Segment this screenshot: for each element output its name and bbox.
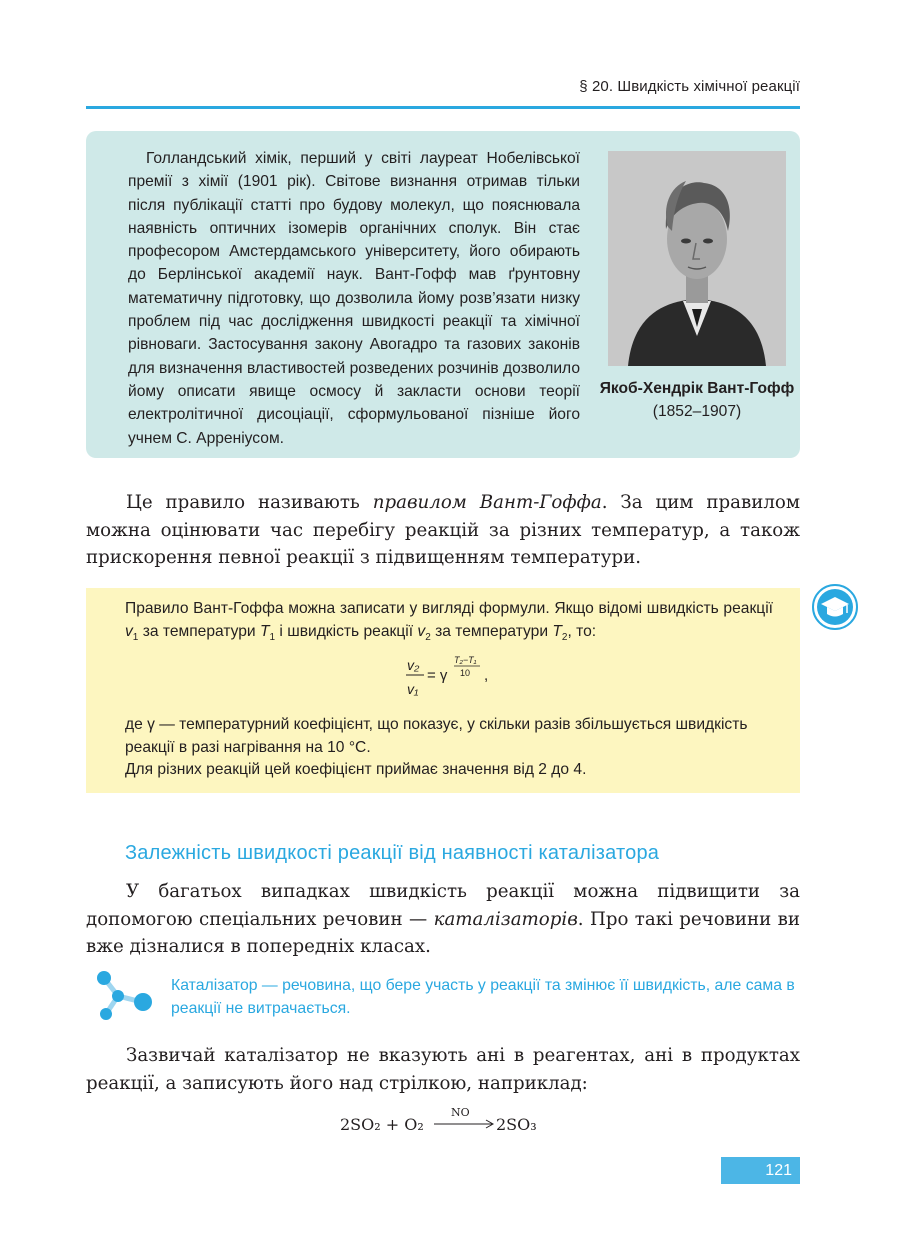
catalyst-definition: Каталізатор — речовина, що бере участь у реакції та змінює її швидкість, але сама в реакції не витрачається.	[171, 977, 795, 1017]
biography-box	[86, 131, 800, 458]
caption-years: (1852–1907)	[652, 403, 742, 420]
paragraph-catalyst-notation: Зазвичай каталізатор не вказують ані в реагентах, ані в продуктах реакції, а записують його над стрілкою, наприклад:	[86, 1045, 800, 1094]
section-heading: Залежність швидкості реакції від наявності каталізатора	[125, 842, 660, 864]
biography-text: Голландський хімік, перший у світі лауреат Нобелівської премії з хімії (1901 рік). Світове визнання отримав тільки після публікації статті про будову молекул, що пояснювала наявність оптичних ізомерів органічних сполук. Він стає професором Амстердамського університету, його обирають до Берлінської академії наук. Вант-Гофф мав ґрунтовну математичну підготовку, що дозволила йому розв’язати низку проблем під час дослідження швидкості реакції та хімічної рівноваги. Застосування закону Авогадро та газових законів для визначення властивостей розведених розчинів дозволило йому описати явище осмосу й закласти основи теорії електролітичної дисоціації, сформульованої пізніше його учнем С. Арреніусом.	[128, 150, 580, 447]
formula-exponent-numerator: T₂−T₁	[454, 655, 477, 665]
formula-intro: Правило Вант-Гоффа можна записати у вигляді формули. Якщо відомі швидкість реакції $v_1$ за температури $T_1$ і швидкість реакції $v_2$ за температури $T_2$, то:	[125, 600, 773, 643]
portrait-image	[608, 151, 786, 366]
reaction-equation	[340, 1102, 560, 1142]
portrait-drawing	[608, 151, 786, 366]
formula-explanation: де γ — температурний коефіцієнт, що показує, у скільки разів збільшується швидкість реакції в разі нагрівання на 10 °С. Для різних реакцій цей коефіцієнт приймає значення від 2 до 4.	[125, 716, 748, 778]
molecule-icon	[92, 968, 156, 1024]
page-header	[86, 78, 800, 109]
formula-comma: ,	[484, 667, 489, 684]
graduation-cap-icon	[812, 584, 858, 630]
formula-denominator: v₁	[407, 681, 419, 697]
page-number: 121	[721, 1157, 800, 1184]
portrait-caption	[596, 377, 798, 423]
formula-numerator: v₂	[407, 657, 420, 673]
formula-box	[86, 588, 800, 793]
caption-name: Якоб-Хендрік Вант-Гофф	[599, 380, 795, 397]
paragraph-catalysts: У багатьох випадках швидкість реакції можна підвищити за допомогою спеціальних речовин — каталізаторів. Про такі речовини ви вже дізналися в попередніх класах.	[86, 881, 800, 957]
formula-exponent-denominator: 10	[460, 668, 471, 678]
equation-reactants: 2SO₂ + O₂	[340, 1115, 424, 1134]
vant-hoff-formula	[404, 652, 494, 704]
section-title: § 20. Швидкість хімічної реакції	[579, 78, 800, 95]
equation-catalyst: NO	[451, 1106, 470, 1119]
paragraph-vant-hoff-rule: Це правило називають правилом Вант-Гоффа. За цим правилом можна оцінювати час перебігу реакцій за різних температур, а також прискорення певної реакції з підвищенням температури.	[86, 492, 801, 568]
equation-product: 2SO₃	[496, 1115, 537, 1134]
formula-gamma: = γ	[427, 667, 448, 684]
